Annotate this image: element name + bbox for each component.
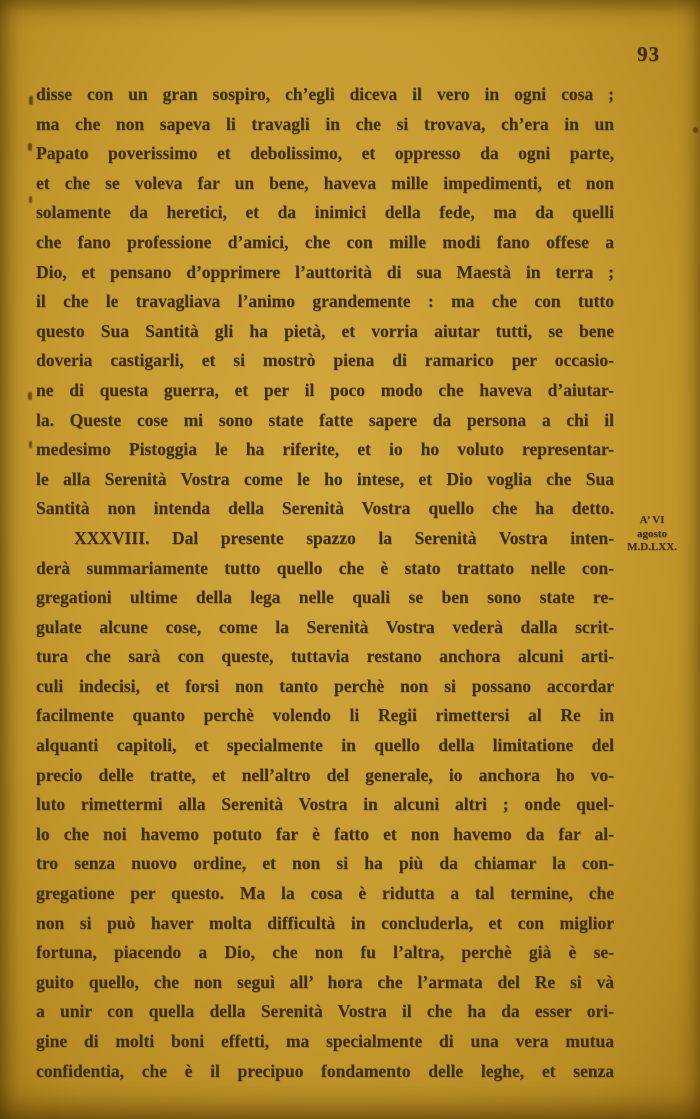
text-line: alquanti capitoli, et specialmente in quello della limitatione del <box>36 735 614 756</box>
scan-speck <box>28 392 32 400</box>
text-line: ma che non sapeva li travagli in che si trovava, ch’era in un <box>36 113 614 134</box>
text-line: tura che sarà con queste, tuttavia restano anchora alcuni arti- <box>36 646 614 667</box>
text-line: derà summariamente tutto quello che è stato trattato nelle con- <box>36 557 614 578</box>
scan-speck <box>29 96 33 105</box>
text-line: il che le travagliava l’animo grandemente : ma che con tutto <box>36 291 614 312</box>
text-line: facilmente quanto perchè volendo li Regii rimettersi al Re in <box>36 705 614 726</box>
scan-speck <box>28 143 32 151</box>
text-line: la. Queste cose mi sono state fatte sapere da persona a chi il <box>36 409 614 430</box>
text-line: guito quello, che non seguì all’ hora che l’armata del Re si và <box>36 971 614 992</box>
text-line: confidentia, che è il precipuo fondamento delle leghe, et senza <box>36 1060 614 1081</box>
margin-note <box>610 514 694 555</box>
text-line: disse con un gran sospiro, ch’egli diceva il vero in ogni cosa ; <box>36 84 614 104</box>
text-line: medesimo Pistoggia le ha riferite, et io ho voluto representar- <box>36 439 614 460</box>
scan-speck <box>29 196 32 203</box>
text-line: ne di questa guerra, et per il poco modo che haveva d’aiutar- <box>36 379 614 400</box>
text-line: lo che noi havemo potuto far è fatto et non havemo da far al- <box>36 823 614 844</box>
text-line: XXXVIII. Dal presente spazzo la Serenità Vostra inten- <box>74 527 614 548</box>
margin-note-line: A’ VI <box>639 514 665 526</box>
text-line: questo Sua Santità gli ha pietà, et vorria aiutar tutti, se bene <box>36 320 614 341</box>
text-line: gulate alcune cose, come la Serenità Vostra vederà dalla scrit- <box>36 616 614 637</box>
text-line: non si può haver molta difficultà in concluderla, et con miglior <box>36 912 614 933</box>
margin-note-line: M.D.LXX. <box>627 541 677 553</box>
text-line: le alla Serenità Vostra come le ho intese, et Dio voglia che Sua <box>36 468 614 489</box>
scan-speck <box>693 127 698 133</box>
text-line: gregatione per questo. Ma la cosa è ridutta a tal termine, che <box>36 883 614 904</box>
margin-note-line: agosto <box>637 527 667 540</box>
scan-speck <box>29 441 32 448</box>
text-line: doveria castigarli, et si mostrò piena di ramarico per occasio- <box>36 350 614 371</box>
text-line: precio delle tratte, et nell’altro del generale, io anchora ho vo- <box>36 764 614 785</box>
page-number: 93 <box>637 42 660 66</box>
text-line: culi indecisi, et forsi non tanto perchè non si possano accordar <box>36 675 614 696</box>
text-line: fortuna, piacendo a Dio, che non fu l’altra, perchè già è se- <box>36 942 614 963</box>
text-line: solamente da heretici, et da inimici della fede, ma da quelli <box>36 202 614 223</box>
text-line: che fano professione d’amici, che con mille modi fano offese a <box>36 231 614 252</box>
text-line: a unir con quella della Serenità Vostra il che ha da esser ori- <box>36 1001 614 1022</box>
text-line: Papato poverissimo et debolissimo, et oppresso da ogni parte, <box>36 143 614 164</box>
text-line: luto rimettermi alla Serenità Vostra in alcuni altri ; onde quel- <box>36 794 614 815</box>
text-line: gine di molti boni effetti, ma specialmente di una vera mutua <box>36 1031 614 1051</box>
body-text <box>36 80 614 1086</box>
text-line: gregationi ultime della lega nelle quali se ben sono state re- <box>36 587 614 608</box>
text-line: Santità non intenda della Serenità Vostra quello che ha detto. <box>36 498 614 519</box>
text-line: Dio, et pensano d’opprimere l’auttorità di sua Maestà in terra ; <box>36 261 614 282</box>
text-line: et che se voleva far un bene, haveva mille impedimenti, et non <box>36 172 614 193</box>
text-line: tro senza nuovo ordine, et non si ha più da chiamar la con- <box>36 853 614 874</box>
